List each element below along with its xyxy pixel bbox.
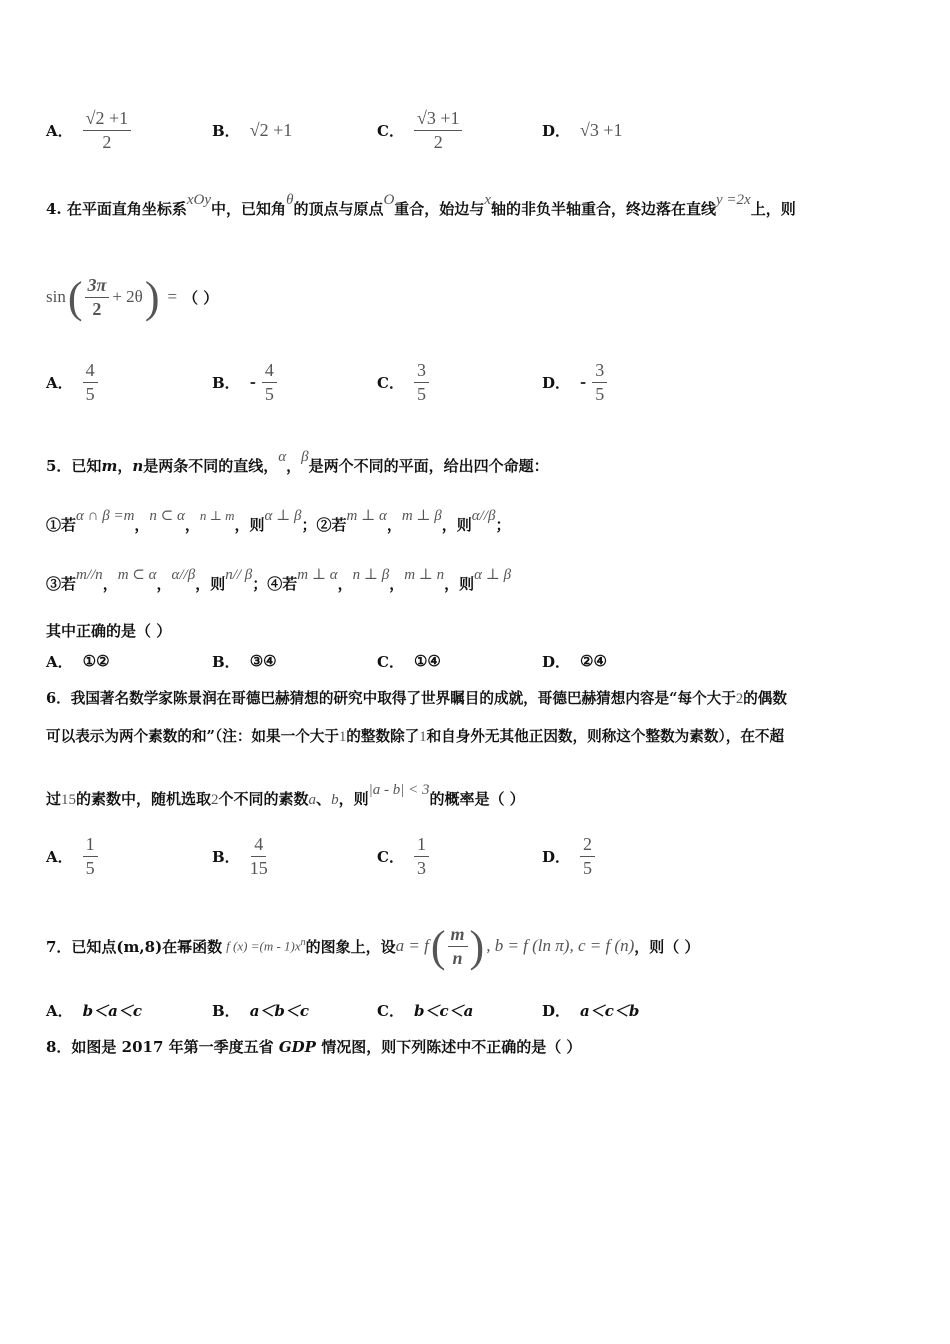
comma: ， [337, 575, 353, 593]
left-paren: ( [67, 272, 83, 322]
numerator: 3 [592, 361, 607, 383]
q3-option-a[interactable] [46, 100, 131, 160]
q8-stem [46, 1036, 581, 1057]
option-text: a＜c＜b [580, 1001, 640, 1020]
denominator: 5 [85, 857, 95, 878]
math-origin: O [383, 192, 395, 208]
fraction [414, 835, 429, 878]
then-text: ，则 [195, 575, 226, 593]
prop-label: ；④若 [252, 575, 298, 593]
option-label: C． [377, 121, 404, 140]
q6-text: 的整数除了 [346, 728, 420, 745]
q7-stem [46, 918, 700, 974]
option-label: B． [212, 652, 240, 671]
numerator: 4 [251, 835, 266, 857]
q5-propositions-3-4 [46, 567, 512, 594]
q6-text: 6．我国著名数学家陈景润在哥德巴赫猜想的研究中取得了世界瞩目的成就，哥德巴赫猜想内容是“每个大于 [46, 690, 736, 707]
math-n: n [132, 457, 144, 475]
q7-option-a[interactable] [46, 990, 142, 1030]
comma: ， [156, 575, 172, 593]
math-alpha: α [278, 449, 287, 465]
math-expr: n// β [225, 567, 253, 583]
right-paren: ) [144, 272, 160, 322]
math-number: 1 [338, 729, 347, 745]
q4-text: 重合，始边与 [394, 200, 485, 218]
option-expr: √2 +1 [249, 119, 293, 140]
left-paren: ( [430, 921, 446, 971]
q4-option-d[interactable] [542, 352, 607, 412]
denominator: 5 [583, 857, 593, 878]
q7-options [46, 990, 906, 1030]
q7-option-c[interactable] [377, 990, 473, 1030]
numerator: m [448, 925, 468, 947]
comma: ， [389, 575, 405, 593]
option-text: ②④ [580, 652, 607, 670]
math-expr: m ⊥ n [404, 567, 445, 583]
q7-text: ，则（ ） [634, 937, 700, 956]
math-abs-inequality: |a - b| < 3 [368, 782, 430, 798]
fraction [83, 109, 132, 152]
math-expr: α//β [471, 508, 496, 524]
fraction [592, 361, 607, 404]
q5-option-d[interactable] [542, 641, 607, 681]
q4-option-a[interactable] [46, 352, 98, 412]
q4-option-b[interactable] [212, 352, 277, 412]
math-expr: n ⊥ β [352, 567, 390, 583]
option-label: C． [377, 373, 404, 392]
q3-option-b[interactable] [212, 100, 292, 160]
q7-text: 7．已知点(m,8)在幂函数 [46, 937, 223, 956]
math-2theta: + 2θ [112, 287, 143, 306]
fraction [414, 361, 429, 404]
numerator: 3π [85, 276, 110, 298]
numerator: 1 [414, 835, 429, 857]
q6-line-3 [46, 782, 525, 809]
q7-option-d[interactable] [542, 990, 639, 1030]
option-expr: √3 +1 [580, 119, 623, 140]
q6-line-1 [46, 687, 787, 708]
denominator: 2 [433, 131, 443, 152]
q8-text: 情况图，则下列陈述中不正确的是（ ） [315, 1038, 582, 1056]
fraction [250, 835, 268, 878]
math-b: b [331, 792, 339, 808]
denominator: 3 [416, 857, 426, 878]
q5-text: ， [117, 457, 133, 475]
option-label: D． [542, 373, 571, 392]
math-x: x [484, 192, 491, 208]
option-label: A． [46, 373, 73, 392]
q3-option-c[interactable] [377, 100, 462, 160]
right-paren: ) [469, 921, 485, 971]
option-label: A． [46, 1001, 73, 1020]
comma: ， [102, 575, 118, 593]
q4-text: 上，则 [750, 200, 796, 218]
q3-options [46, 100, 906, 160]
prop-label: ③若 [46, 575, 77, 593]
q6-text: 过 [46, 790, 62, 808]
minus-sign: - [580, 373, 587, 391]
answer-blank: （ ） [183, 288, 219, 307]
q5-question: 其中正确的是（ ） [46, 622, 172, 640]
math-expr: m ⊥ α [297, 567, 338, 583]
q6-options [46, 826, 906, 886]
q6-text: 的概率是（ ） [429, 790, 525, 808]
math-theta: θ [286, 192, 294, 208]
q4-text: 轴的非负半轴重合，终边落在直线 [490, 200, 716, 218]
denominator: n [452, 947, 463, 968]
option-label: A． [46, 847, 73, 866]
math-line: y =2x [716, 192, 751, 208]
q4-text: 的顶点与原点 [293, 200, 384, 218]
math-number: 2 [211, 792, 219, 808]
option-text: a＜b＜c [249, 1001, 310, 1020]
numerator: 2 [580, 835, 595, 857]
q6-line-2 [46, 725, 784, 746]
q6-option-c[interactable] [377, 826, 429, 886]
q6-option-d[interactable] [542, 826, 595, 886]
math-a: a [308, 792, 317, 808]
math-number: 2 [735, 691, 744, 707]
q6-text: 个不同的素数 [218, 790, 309, 808]
option-text: ③④ [249, 652, 277, 670]
math-m: m [101, 457, 118, 475]
math-expr: n ⊥ m [199, 508, 235, 523]
then-text: ，则 [441, 516, 472, 534]
q5-option-b[interactable] [212, 641, 277, 681]
math-number: 1 [419, 729, 427, 745]
fraction [580, 835, 595, 878]
option-label: D． [542, 847, 571, 866]
power-function [226, 937, 305, 954]
math-equals: = [167, 287, 178, 306]
q5-options [46, 641, 906, 681]
numerator: 4 [262, 361, 277, 383]
q6-text: 可以表示为两个素数的和”（注：如果一个大于 [46, 728, 339, 745]
q5-option-c[interactable] [377, 641, 441, 681]
q4-options [46, 352, 906, 412]
option-label: C． [377, 847, 404, 866]
denominator: 2 [92, 298, 102, 319]
numerator: √3 +1 [414, 109, 463, 131]
q5-text: ， [286, 457, 302, 475]
comma: ， [386, 516, 402, 534]
q4-option-c[interactable] [377, 352, 429, 412]
denominator: 2 [102, 131, 112, 152]
option-label: A． [46, 652, 73, 671]
math-expr: α ∩ β =m [76, 508, 135, 524]
q3-option-d[interactable] [542, 100, 623, 160]
math-xoy: xOy [186, 192, 212, 208]
option-text: b＜c＜a [413, 1001, 474, 1020]
math-expr: m ⊂ α [117, 567, 157, 583]
q5-text: 是两条不同的直线， [143, 457, 279, 475]
option-label: C． [377, 1001, 404, 1020]
q5-stem [46, 449, 549, 476]
prop-label: ；②若 [301, 516, 347, 534]
q6-text: ，则 [338, 790, 369, 808]
denominator: 5 [85, 383, 95, 404]
denominator: 15 [249, 857, 268, 878]
option-text: ①④ [413, 652, 441, 670]
q6-option-a[interactable] [46, 826, 98, 886]
option-label: D． [542, 652, 571, 671]
numerator: 1 [83, 835, 98, 857]
gdp-term: GDP [278, 1038, 316, 1056]
math-expr: m ⊥ β [401, 508, 442, 524]
math-a-def: a = f [395, 936, 429, 955]
math-expr: α ⊥ β [474, 567, 512, 583]
numerator: 4 [83, 361, 98, 383]
math-expr: m//n [76, 567, 103, 583]
math-sin: sin [46, 287, 66, 306]
comma: ， [184, 516, 200, 534]
option-label: B． [212, 1001, 240, 1020]
q5-option-a[interactable] [46, 641, 110, 681]
q6-option-b[interactable] [212, 826, 268, 886]
q6-text: 和自身外无其他正因数，则称这个整数为素数），在不超 [426, 728, 785, 745]
q4-text: 中，已知角 [211, 200, 287, 218]
q4-stem [46, 192, 796, 219]
option-label: C． [377, 652, 404, 671]
fraction [262, 361, 277, 404]
fraction [83, 835, 98, 878]
numerator: √2 +1 [83, 109, 132, 131]
option-label: B． [212, 373, 240, 392]
math-bc-def: , b = f (ln π), c = f (n) [486, 936, 635, 955]
option-label: D． [542, 1001, 571, 1020]
minus-sign: - [249, 373, 256, 391]
q5-text: 5．已知 [46, 457, 102, 475]
fraction [83, 361, 98, 404]
q7-option-b[interactable] [212, 990, 309, 1030]
option-text: ①② [82, 652, 110, 670]
option-text: b＜a＜c [82, 1001, 142, 1020]
fraction-3pi-2 [85, 276, 110, 319]
math-expr: m ⊥ α [346, 508, 387, 524]
fraction-m-n [448, 925, 468, 968]
denominator: 5 [264, 383, 274, 404]
q7-text: 的图象上，设 [305, 937, 396, 956]
math-expr: α//β [171, 567, 196, 583]
q5-propositions-1-2 [46, 508, 511, 535]
math-beta: β [301, 449, 309, 465]
comma: ， [134, 516, 150, 534]
denominator: 5 [595, 383, 605, 404]
prop-label: ①若 [46, 516, 77, 534]
then-text: ，则 [444, 575, 475, 593]
fraction [414, 109, 463, 152]
math-expr: α ⊥ β [264, 508, 302, 524]
option-label: A． [46, 121, 73, 140]
q6-text: 的素数中，随机选取 [76, 790, 212, 808]
option-label: B． [212, 121, 240, 140]
exponent-n: n [300, 937, 306, 949]
math-number: 15 [61, 792, 77, 808]
semicolon: ； [495, 516, 511, 534]
q5-text: 是两个不同的平面，给出四个命题： [308, 457, 549, 475]
math-expr: n ⊂ α [149, 508, 185, 524]
q4-text: 4. 在平面直角坐标系 [46, 200, 187, 218]
option-label: B． [212, 847, 240, 866]
numerator: 3 [414, 361, 429, 383]
denominator: 5 [416, 383, 426, 404]
option-label: D． [542, 121, 571, 140]
q6-text: 的偶数 [743, 690, 787, 707]
q4-expression [46, 272, 218, 322]
q6-text: 、 [316, 790, 332, 808]
then-text: ，则 [234, 516, 265, 534]
function-expr: f (x) =(m - 1)x [226, 938, 301, 954]
q8-text: 8．如图是 2017 年第一季度五省 [46, 1038, 279, 1056]
